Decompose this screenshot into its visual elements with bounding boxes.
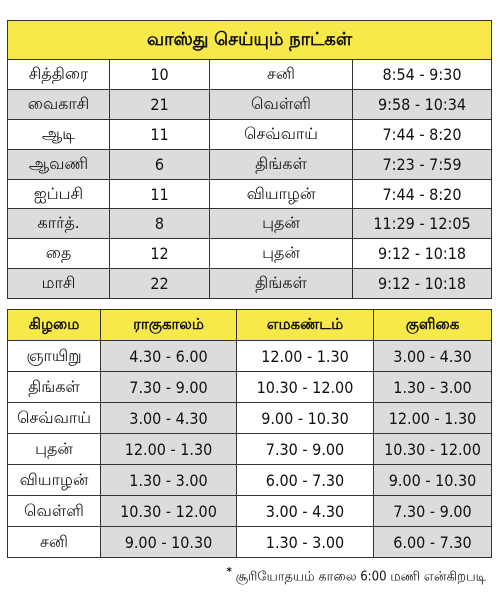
kuli-cell: 7.30 - 9.00 [374, 496, 492, 527]
day-cell: செவ்வாய் [210, 119, 353, 149]
day-cell: புதன் [210, 209, 353, 239]
date-cell: 8 [110, 209, 210, 239]
month-cell: தை [8, 239, 110, 269]
weekday-cell: புதன் [8, 434, 101, 465]
weekday-cell: ஞாயிறு [8, 341, 101, 372]
time-cell: 7:44 - 8:20 [353, 119, 492, 149]
table-row [8, 149, 492, 179]
time-cell: 9:12 - 10:18 [353, 239, 492, 269]
vastu-days-table [7, 20, 492, 299]
kuli-cell: 1.30 - 3.00 [374, 372, 492, 403]
weekday-cell: திங்கள் [8, 372, 101, 403]
month-cell: சித்திரை [8, 60, 110, 90]
date-cell: 12 [110, 239, 210, 269]
date-cell: 21 [110, 89, 210, 119]
day-cell: திங்கள் [210, 149, 353, 179]
vastu-title: வாஸ்து செய்யும் நாட்கள் [8, 21, 492, 60]
time-cell: 7:23 - 7:59 [353, 149, 492, 179]
table-row [8, 239, 492, 269]
rahu-cell: 4.30 - 6.00 [101, 341, 237, 372]
day-cell: திங்கள் [210, 269, 353, 299]
table-row [8, 119, 492, 149]
yama-cell: 3.00 - 4.30 [237, 496, 374, 527]
yama-cell: 10.30 - 12.00 [237, 372, 374, 403]
time-cell: 9:12 - 10:18 [353, 269, 492, 299]
month-cell: கார்த். [8, 209, 110, 239]
date-cell: 6 [110, 149, 210, 179]
yama-cell: 9.00 - 10.30 [237, 403, 374, 434]
kuli-cell: 12.00 - 1.30 [374, 403, 492, 434]
yama-cell: 6.00 - 7.30 [237, 465, 374, 496]
day-cell: வியாழன் [210, 179, 353, 209]
table-row [8, 372, 492, 403]
header-day: கிழமை [8, 310, 101, 341]
table-row [8, 527, 492, 558]
month-cell: ஆவணி [8, 149, 110, 179]
date-cell: 10 [110, 60, 210, 90]
weekday-cell: வியாழன் [8, 465, 101, 496]
table-row [8, 60, 492, 90]
rahu-cell: 7.30 - 9.00 [101, 372, 237, 403]
time-cell: 8:54 - 9:30 [353, 60, 492, 90]
day-cell: சனி [210, 60, 353, 90]
footnote-text: சூரியோதயம் காலை 6:00 மணி என்கிறபடி [235, 569, 486, 585]
date-cell: 22 [110, 269, 210, 299]
header-yama: எமகண்டம் [237, 310, 374, 341]
kuli-cell: 9.00 - 10.30 [374, 465, 492, 496]
weekday-cell: செவ்வாய் [8, 403, 101, 434]
kuli-cell: 3.00 - 4.30 [374, 341, 492, 372]
table-row [8, 269, 492, 299]
time-cell: 9:58 - 10:34 [353, 89, 492, 119]
table-row [8, 465, 492, 496]
kuli-cell: 10.30 - 12.00 [374, 434, 492, 465]
rahu-cell: 9.00 - 10.30 [101, 527, 237, 558]
footnote-marker: * [226, 565, 232, 578]
table-row [8, 341, 492, 372]
table-row [8, 179, 492, 209]
yama-cell: 1.30 - 3.00 [237, 527, 374, 558]
month-cell: ஆடி [8, 119, 110, 149]
yama-cell: 7.30 - 9.00 [237, 434, 374, 465]
weekday-cell: சனி [8, 527, 101, 558]
vastu-title-row [8, 21, 492, 60]
month-cell: வைகாசி [8, 89, 110, 119]
date-cell: 11 [110, 179, 210, 209]
date-cell: 11 [110, 119, 210, 149]
table-row [8, 403, 492, 434]
rahu-cell: 3.00 - 4.30 [101, 403, 237, 434]
month-cell: ஐப்பசி [8, 179, 110, 209]
table-row [8, 496, 492, 527]
rahu-cell: 10.30 - 12.00 [101, 496, 237, 527]
table-row [8, 89, 492, 119]
kalam-header-row [8, 310, 492, 341]
yama-cell: 12.00 - 1.30 [237, 341, 374, 372]
kalam-times-table [7, 309, 492, 558]
day-cell: புதன் [210, 239, 353, 269]
day-cell: வெள்ளி [210, 89, 353, 119]
kuli-cell: 6.00 - 7.30 [374, 527, 492, 558]
weekday-cell: வெள்ளி [8, 496, 101, 527]
rahu-cell: 12.00 - 1.30 [101, 434, 237, 465]
month-cell: மாசி [8, 269, 110, 299]
time-cell: 11:29 - 12:05 [353, 209, 492, 239]
header-rahu: ராகுகாலம் [101, 310, 237, 341]
time-cell: 7:44 - 8:20 [353, 179, 492, 209]
table-row [8, 209, 492, 239]
table-row [8, 434, 492, 465]
header-kuli: குளிகை [374, 310, 492, 341]
footnote [227, 565, 486, 585]
rahu-cell: 1.30 - 3.00 [101, 465, 237, 496]
